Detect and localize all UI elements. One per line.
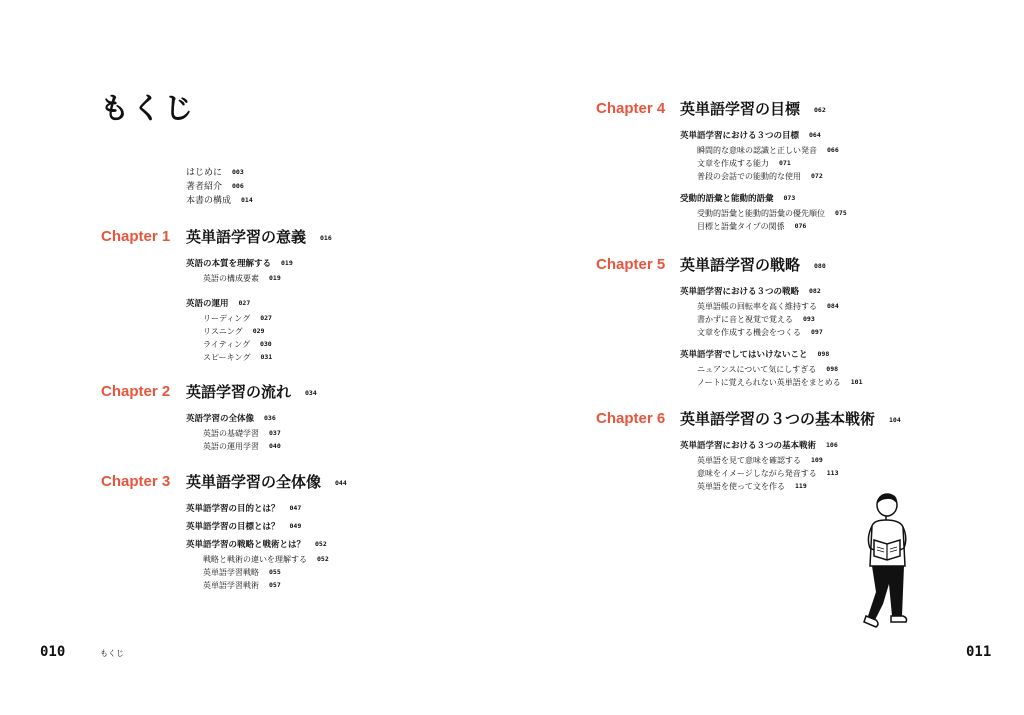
list-item[interactable]: 文章を作成する能力 071 <box>697 159 791 168</box>
list-item[interactable]: 英単語を使って文を作る 119 <box>697 482 807 491</box>
list-item[interactable]: 英単語を見て意味を確認する 109 <box>697 456 823 465</box>
toc-section <box>680 348 863 390</box>
entry-page: 014 <box>241 196 253 204</box>
chapter-heading[interactable] <box>596 408 901 432</box>
list-item[interactable]: 英単語学習戦術 057 <box>203 581 281 590</box>
entry-label: 本書の構成 <box>186 196 232 206</box>
chapter-title: 英単語学習の全体像 044 <box>186 473 347 491</box>
list-item[interactable]: ニュアンスについて気にしすぎる 098 <box>697 365 839 374</box>
section-heading[interactable]: 受動的語彙と能動的語彙 073 <box>680 194 796 204</box>
toc-section <box>186 257 293 286</box>
toc-section <box>680 129 847 184</box>
list-item[interactable]: 英語の構成要素 019 <box>203 274 281 283</box>
front-matter-list <box>186 165 253 207</box>
section-heading[interactable]: 英単語学習における３つの戦略 082 <box>680 287 821 297</box>
chapter-heading[interactable] <box>596 98 847 122</box>
toc-section <box>680 285 863 340</box>
toc-section <box>186 502 329 516</box>
chapter-title: 英単語学習の意義 016 <box>186 228 332 246</box>
chapter-2 <box>101 381 317 454</box>
list-item[interactable]: ライティング 030 <box>203 340 272 349</box>
toc-entry-front[interactable] <box>186 165 253 178</box>
section-heading[interactable]: 英単語学習の目的とは？ 047 <box>186 504 302 514</box>
chapter-label: Chapter 2 <box>101 383 171 400</box>
list-item[interactable]: 英単語学習戦略 055 <box>203 568 281 577</box>
toc-section <box>186 538 329 593</box>
toc-section <box>680 192 847 234</box>
list-item[interactable]: 瞬間的な意味の認識と正しい発音 066 <box>697 146 839 155</box>
section-heading[interactable]: 英単語学習の戦略と戦術とは？ 052 <box>186 540 327 550</box>
entry-page: 003 <box>232 168 244 176</box>
section-heading[interactable]: 英単語学習の目標とは？ 049 <box>186 522 302 532</box>
page-title: もくじ <box>100 91 197 125</box>
chapter-4 <box>596 98 847 234</box>
chapter-page: 034 <box>305 389 317 397</box>
list-item[interactable]: 普段の会話での能動的な使用 072 <box>697 172 823 181</box>
folio-left: 010 <box>40 644 66 660</box>
chapter-1 <box>101 226 332 365</box>
section-heading[interactable]: 英語の運用 027 <box>186 299 251 309</box>
entry-page: 006 <box>232 182 244 190</box>
toc-entry-front[interactable] <box>186 193 253 206</box>
list-item[interactable]: 書かずに音と視覚で覚える 093 <box>697 315 815 324</box>
list-item[interactable]: 目標と語彙タイプの関係 076 <box>697 222 807 231</box>
list-item[interactable]: リスニング 029 <box>203 327 265 336</box>
toc-section <box>186 520 329 534</box>
section-heading[interactable]: 英語学習の全体像 036 <box>186 414 276 424</box>
list-item[interactable]: スピーキング 031 <box>203 353 273 362</box>
toc-section <box>680 439 839 494</box>
list-item[interactable]: 受動的語彙と能動的語彙の優先順位 075 <box>697 209 847 218</box>
list-item[interactable]: ノートに覚えられない英単語をまとめる 101 <box>697 378 863 387</box>
chapter-page: 016 <box>320 234 332 242</box>
chapter-label: Chapter 6 <box>596 410 666 427</box>
chapter-page: 044 <box>335 479 347 487</box>
chapter-6 <box>596 408 901 494</box>
list-item[interactable]: 意味をイメージしながら発音する 113 <box>697 469 839 478</box>
section-heading[interactable]: 英単語学習でしてはいけないこと 098 <box>680 350 830 360</box>
list-item[interactable]: 英語の運用学習 040 <box>203 442 281 451</box>
chapter-page: 080 <box>814 262 826 270</box>
chapter-label: Chapter 3 <box>101 473 171 490</box>
toc-section <box>186 412 281 454</box>
chapter-heading[interactable] <box>101 226 332 250</box>
chapter-title: 英単語学習の３つの基本戦術 104 <box>680 410 901 428</box>
folio-right: 011 <box>966 644 992 660</box>
chapter-heading[interactable] <box>101 471 347 495</box>
section-heading[interactable]: 英単語学習における３つの基本戦術 106 <box>680 441 838 451</box>
section-heading[interactable]: 英語の本質を理解する 019 <box>186 259 293 269</box>
running-head: もくじ <box>100 649 124 658</box>
chapter-heading[interactable] <box>596 254 863 278</box>
list-item[interactable]: 文章を作成する機会をつくる 097 <box>697 328 823 337</box>
toc-section <box>186 297 293 365</box>
chapter-title: 英単語学習の戦略 080 <box>680 256 826 274</box>
reading-person-icon <box>860 492 920 636</box>
chapter-page: 104 <box>889 416 901 424</box>
right-page <box>512 0 1024 715</box>
toc-entry-front[interactable] <box>186 179 253 192</box>
entry-label: 著者紹介 <box>186 182 223 192</box>
chapter-label: Chapter 1 <box>101 228 171 245</box>
entry-label: はじめに <box>186 168 223 178</box>
chapter-title: 英語学習の流れ 034 <box>186 383 317 401</box>
chapter-label: Chapter 5 <box>596 256 666 273</box>
list-item[interactable]: 英単語帳の回転率を高く維持する 084 <box>697 302 839 311</box>
list-item[interactable]: 英語の基礎学習 037 <box>203 429 281 438</box>
chapter-heading[interactable] <box>101 381 317 405</box>
chapter-label: Chapter 4 <box>596 100 666 117</box>
chapter-page: 062 <box>814 106 826 114</box>
list-item[interactable]: リーディング 027 <box>203 314 272 323</box>
chapter-5 <box>596 254 863 390</box>
chapter-3 <box>101 471 347 593</box>
chapter-title: 英単語学習の目標 062 <box>680 100 826 118</box>
list-item[interactable]: 戦略と戦術の違いを理解する 052 <box>203 555 329 564</box>
section-heading[interactable]: 英単語学習における３つの目標 064 <box>680 131 821 141</box>
